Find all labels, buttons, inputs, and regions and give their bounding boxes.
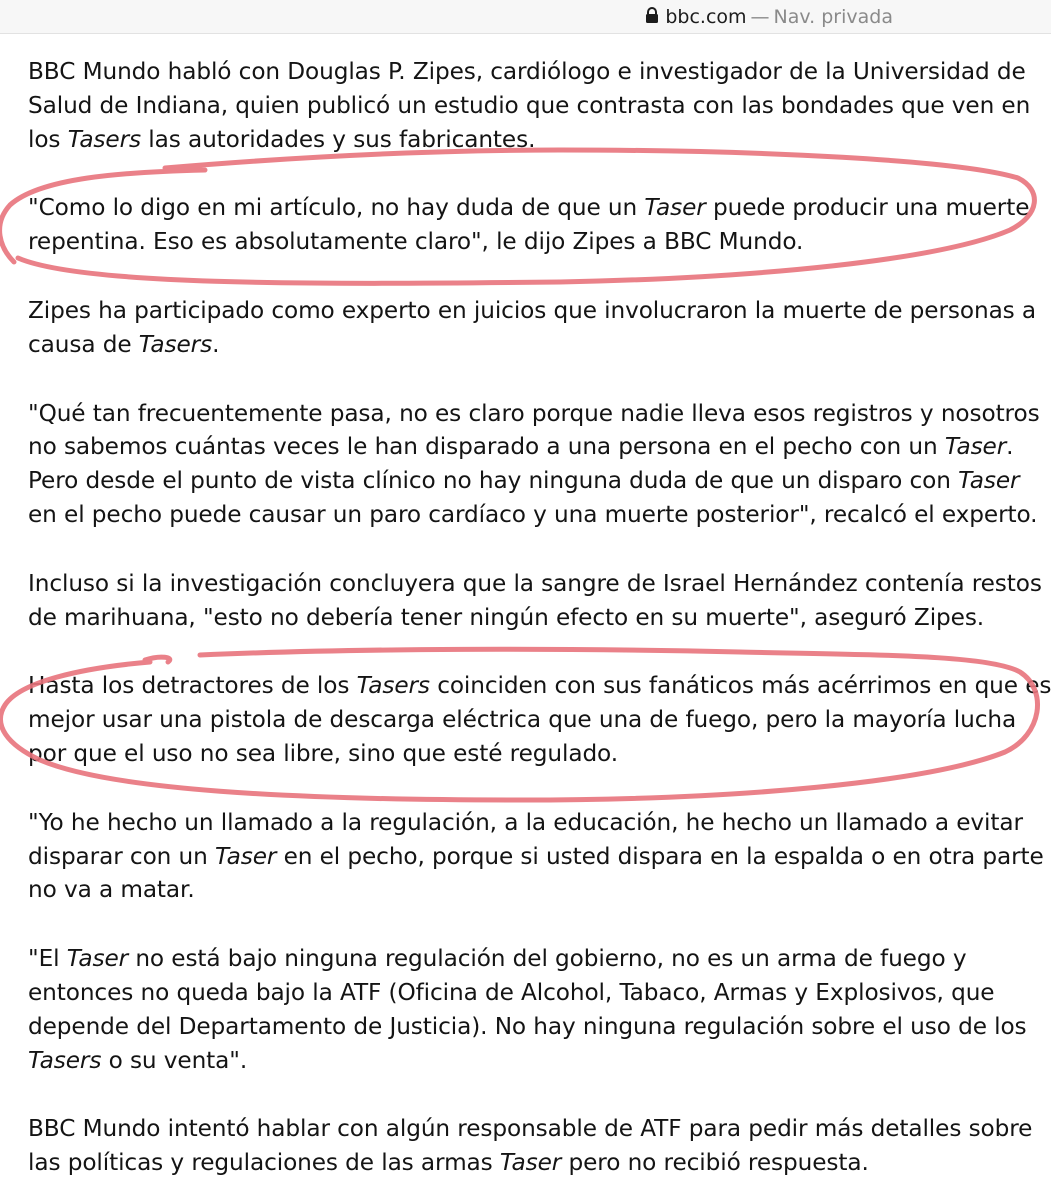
p7-line2-a: disparar con un <box>28 842 215 870</box>
p4-line4: en el pecho puede causar un paro cardíaco y una muerte posterior", recalcó el experto. <box>28 500 1038 528</box>
p9-line2-a: las políticas y regulaciones de las armas <box>28 1149 500 1177</box>
p4-italic-taser: Taser <box>944 433 1007 461</box>
p4-italic-taser-2: Taser <box>958 467 1020 495</box>
p1-line2: Salud de Indiana, quien publicó un estudio que contrasta con las bondades que ven en <box>28 91 1031 119</box>
p8-italic-taser: Taser <box>66 945 129 973</box>
paragraph-7-quote <box>28 806 1044 907</box>
p2-line2: repentina. Eso es absolutamente claro", le dijo Zipes a BBC Mundo. <box>28 228 804 256</box>
p3-italic-tasers: Tasers <box>138 330 213 358</box>
paragraph-6 <box>28 669 1051 770</box>
p3-line1: Zipes ha participado como experto en juicios que involucraron la muerte de personas a <box>28 296 1037 324</box>
p4-line2-a: no sabemos cuántas veces le han disparado a una persona en el pecho con un <box>28 433 945 461</box>
p1-line3-c: las autoridades y sus fabricantes. <box>141 125 536 153</box>
p7-line1: "Yo he hecho un llamado a la regulación, a la educación, he hecho un llamado a evitar <box>28 808 1023 836</box>
p4-line2-c: . <box>1006 433 1014 461</box>
p2-italic-taser: Taser <box>644 194 706 222</box>
p8-line1-c: no está bajo ninguna regulación del gobierno, no es un arma de fuego y <box>128 945 967 973</box>
p2-line1-a: "Como lo digo en mi artículo, no hay duda de que un <box>28 194 645 222</box>
paragraph-1 <box>28 55 1031 156</box>
paragraph-3 <box>28 294 1037 362</box>
p1-line3-a: los <box>28 125 68 153</box>
url-domain[interactable]: bbc.com <box>665 5 747 28</box>
p6-line1-a: Hasta los detractores de los <box>28 672 357 700</box>
p9-line1: BBC Mundo intentó hablar con algún responsable de ATF para pedir más detalles sobre <box>28 1115 1033 1143</box>
p6-line2: mejor usar una pistola de descarga eléctrica que una de fuego, pero la mayoría lucha <box>28 706 1017 734</box>
paragraph-8-quote <box>28 942 1028 1077</box>
p8-italic-tasers: Tasers <box>28 1046 102 1074</box>
paragraph-5 <box>28 567 1042 635</box>
p6-line1-c: coinciden con sus fanáticos más acérrimos en que es <box>429 672 1051 700</box>
p4-line3-a: Pero desde el punto de vista clínico no hay ninguna duda de que un disparo con <box>28 467 959 495</box>
paragraph-2-quote <box>28 191 1028 259</box>
p5-line2: de marihuana, "esto no debería tener ningún efecto en su muerte", aseguró Zipes. <box>28 603 985 631</box>
p8-line1-a: "El <box>28 945 67 973</box>
p1-line1: BBC Mundo habló con Douglas P. Zipes, cardiólogo e investigador de la Universidad de <box>28 58 1026 85</box>
p1-italic-tasers: Tasers <box>67 125 141 153</box>
p6-italic-tasers: Tasers <box>356 672 430 700</box>
p5-line1: Incluso si la investigación concluyera que la sangre de Israel Hernández contenía restos <box>28 569 1042 597</box>
p8-line3: depende del Departamento de Justicia). No hay ninguna regulación sobre el uso de los <box>28 1012 1027 1040</box>
p3-line2-c: . <box>212 330 220 358</box>
p8-line4-b: o su venta". <box>101 1046 248 1074</box>
browser-address-bar[interactable] <box>0 0 1051 34</box>
p6-line3: por que el uso no sea libre, sino que esté regulado. <box>28 739 619 767</box>
p9-italic-taser: Taser <box>499 1149 562 1177</box>
p7-italic-taser: Taser <box>214 842 277 870</box>
p7-line2-c: en el pecho, porque si usted dispara en la espalda o en otra parte <box>276 842 1044 870</box>
paragraph-4-quote <box>28 397 1040 532</box>
p3-line2-a: causa de <box>28 330 139 358</box>
p4-line1: "Qué tan frecuentemente pasa, no es claro porque nadie lleva esos registros y nosotros <box>28 399 1040 427</box>
lock-icon <box>645 7 659 24</box>
article-body <box>28 55 1051 1200</box>
url-separator: — <box>750 5 770 28</box>
paragraph-9 <box>28 1112 1033 1180</box>
p9-line2-c: pero no recibió respuesta. <box>561 1149 869 1177</box>
p7-line3: no va a matar. <box>28 876 195 904</box>
p2-line1-c: puede producir una muerte <box>705 194 1030 222</box>
p8-line2: entonces no queda bajo la ATF (Oficina de Alcohol, Tabaco, Armas y Explosivos, que <box>28 978 995 1006</box>
private-mode-label: Nav. privada <box>773 5 893 28</box>
